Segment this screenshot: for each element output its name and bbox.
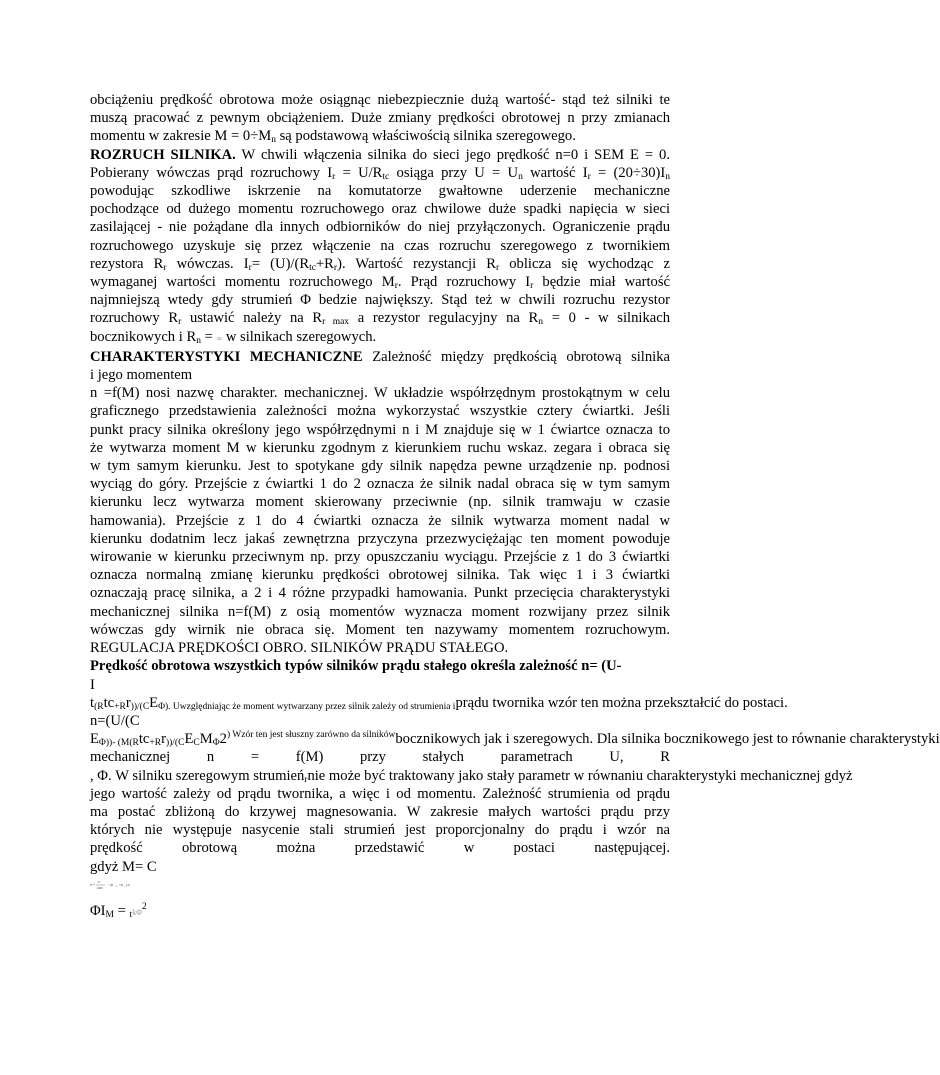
infinity-symbol: ∞ [216,333,223,343]
svg-text:n =: n = [90,882,95,887]
section-heading-regulacja: Prędkość obrotowa wszystkich typów silników prądu stałego określa zależność n= (U- [90,658,622,675]
svg-text:)/k: )/k [126,882,130,887]
text-line: obciążeniu prędkość obrotowa może osiągnąc niebezpiecznie dużą wartość- stąd też silniki te [90,92,670,108]
svg-text:U: U [98,879,101,884]
text-line: najmniejszą wtedy gdy strumień Φ bedzie największy. Stąd też w chwili rozruchu rezystor [90,292,670,309]
text-line: hamowania). Przejście z 1 do 4 ćwiartki oznacza że silnik wytwarza moment nadal w [90,512,670,529]
text-line: CHARAKTERYSTYKI MECHANICZNE Zależność między prędkością obrotową silnika [90,348,670,365]
text-line: wówczas gdy wirnik nie obraca się. Moment ten nazywamy momentem rozruchowym. [90,621,670,638]
text-line: prędkość obrotową można przedstawić w postaci następującej. [90,840,670,857]
svg-text:+R: +R [119,882,124,887]
text-line: gdyż M= C [90,858,157,875]
text-line: jego wartość zależy od prądu twornika, a więc i od momentu. Zależność strumienia od prądu [90,785,670,802]
text-line: ma postać zbliżoną do krzywej magnesowania. W zakresie małych wartości prądu przy [90,803,670,820]
text-line: oznaczają pracę silnika, a 2 i 4 różne przypadki hamowania. Punkt przecięcia charakterystyki [90,585,670,602]
text-line: że wytwarza moment M w kierunku zgodnym z kierunkiem ruchu wskaz. zegara i obraca się [90,439,670,456]
document-page [90,91,940,922]
text-line: REGULACJA PRĘDKOŚCI OBRO. SILNIKÓW PRĄDU STAŁEGO. [90,640,509,657]
text-line: n =f(M) nosi nazwę charakter. mechanicznej. W układzie współrzędnym prostokątnym w celu [90,385,670,402]
text-line: pochodzące od dużego momentu rozruchowego oraz chwilowe duże spadki napięcia w sieci [90,201,670,218]
text-line: oznacza normalną zmianę kierunku prędkości obrotowej silnika. Tak więc 1 i 3 ćwiartki [90,567,670,584]
text-line: wymaganej wartości momentu rozruchowego $M_r$. Prąd rozruchowy $I_r$ będzie miał wartość [90,274,670,292]
text-line: muszą pracować z pewnym obciążeniem. Duże zmiany prędkości obrotowej n przy zmianach [90,110,670,127]
svg-text:r: r [124,884,125,888]
svg-text:√kM: √kM [96,885,103,890]
text-line: $\Phi I_M = _tk\Phi^2$ [90,901,147,920]
text-line: punkt pracy silnika określony jego współrzędnymi n i M znajduje się w 1 ćwiartce oznacza to [90,421,670,438]
text-line: wirowanie w kierunku przeciwnym np. przy opuszczaniu wyciągu. Przejście z 1 do 3 ćwiartki [90,549,670,566]
text-line: wyciąg do góry. Przejście z ćwiartki 1 do 2 oznacza że silnik nadal obraca się w tym samym [90,476,670,493]
text-line: których nie występuje nasycenie stali strumień jest proporcjonalny do prądu i wzór na [90,822,670,839]
text-line: rozruchowego uzyskuje się przez włączenie na czas rozruchu szeregowego z twornikiem [90,237,670,254]
section-heading-charakterystyki: CHARAKTERYSTYKI MECHANICZNE [90,348,363,365]
formula-line: $E_{\Phi))- (M(R}tc_{+R}r_{))/(C}E_CM_\Phi 2^{) Wzór ten jest słuszny zarówno da silników}bocznikowych$ jak i szeregowych. Dla silnika bocznikowego jest to równanie charakterystyki [90,730,940,749]
text-line: , Φ. W silniku szeregowym strumień$_r$nie może być traktowany jako stały parametr w równaniu charakterystyki mechanicznej gdyż [90,767,853,785]
text-line: $t_{(R}tc_{+R}r_{))/(C}E_{\Phi). Uwzględniając że moment wytwarzany przez silnik zależy od strumienia i}prądu$ twornika wzór ten można przekształcić do postaci. [90,694,788,712]
text-line: kierunku dodatnim lecz jakaś zewnętrzna przyczyna przezwyciężając ten moment powoduje [90,530,670,547]
section-heading-rozruch: ROZRUCH SILNIKA. [90,146,236,163]
text-line: Pobierany wówczas prąd rozruchowy $I_r = U/R_{tc}$ osiąga przy $U = U_n$ wartość $I_r = (20\div 30)I_n$ [90,164,671,182]
text-line: bocznikowych i $R_n$ = ∞ w silnikach szeregowych. [90,328,377,346]
text-line: w tym samym kierunku. Jest to spotykane gdy silnik napędza pewne urządzenie np. podnosi [90,458,670,475]
tiny-formula-image [90,876,670,902]
svg-text:− (R: − (R [107,882,114,887]
text-line: kierunku lecz wytwarza moment skierowany przeciwnie (np. silnik tramwaju w czasie [90,494,670,511]
svg-text:tc: tc [116,884,118,888]
text-line: mechanicznej n = f(M) przy stałych parametrach U, R [90,749,670,766]
text-line: graficznego przedstawienia zależności można wykorzystać wszystkie cztery ćwiartki. Jeśli [90,403,670,420]
text-line: rozruchowy $R_r$ ustawić należy na $R_{r max}$ a rezystor regulacyjny na $R_n = 0 - w$ silnikach [90,310,670,328]
text-line: mechanicznej silnika n=f(M) z osią momentów wyznacza moment rozwijany przez silnik [90,603,670,620]
text-line: momentu w zakresie $M = 0\div M_n$ są podstawową właściwością silnika szeregowego. [90,128,576,146]
text-line: n=(U/(C [90,712,140,729]
text-line: rezystora $R_r$ wówczas. $I_r= (U)/(R_{tc}+R_r)$. Wartość rezystancji $R_r$ oblicza się wychodząc z [90,255,670,273]
text-line: ROZRUCH SILNIKA. W chwili włączenia silnika do sieci jego prędkość n=0 i SEM E = 0. [90,146,671,163]
text-line: I [90,676,95,693]
text-line: i jego momentem [90,367,193,384]
text-line: powodując szkodliwe iskrzenie na komutatorze gwałtowne uderzenie mechaniczne [90,183,670,200]
text-line: zasilającej - nie pożądane dla innych odbiorników do niej przyłączonych. Ograniczenie prądu [90,219,670,236]
